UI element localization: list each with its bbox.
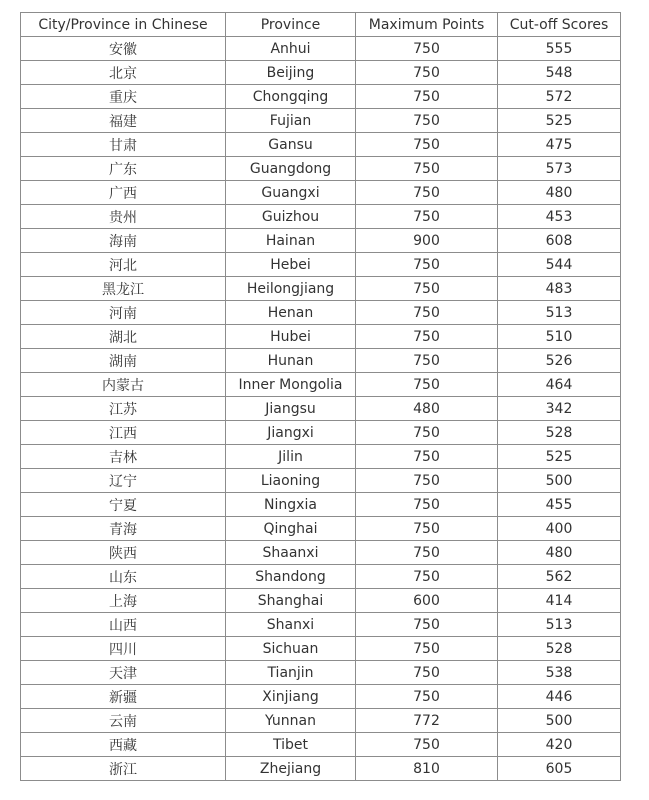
cell-maximum-points: 750	[356, 253, 498, 277]
cell-province: Tibet	[226, 733, 356, 757]
cell-province: Sichuan	[226, 637, 356, 661]
cell-cutoff-score: 446	[498, 685, 621, 709]
cell-chinese-name: 西藏	[21, 733, 226, 757]
cell-cutoff-score: 562	[498, 565, 621, 589]
header-cutoff-scores: Cut-off Scores	[498, 13, 621, 37]
cell-province: Shandong	[226, 565, 356, 589]
cell-chinese-name: 安徽	[21, 37, 226, 61]
table-row	[21, 397, 621, 421]
cell-cutoff-score: 510	[498, 325, 621, 349]
table-row	[21, 709, 621, 733]
cell-cutoff-score: 475	[498, 133, 621, 157]
cell-cutoff-score: 513	[498, 301, 621, 325]
cell-province: Hunan	[226, 349, 356, 373]
header-chinese-name: City/Province in Chinese	[21, 13, 226, 37]
cell-chinese-name: 甘肃	[21, 133, 226, 157]
cell-cutoff-score: 342	[498, 397, 621, 421]
table-row	[21, 613, 621, 637]
table-row	[21, 349, 621, 373]
cell-maximum-points: 750	[356, 133, 498, 157]
table-row	[21, 421, 621, 445]
cell-province: Jiangsu	[226, 397, 356, 421]
cell-province: Xinjiang	[226, 685, 356, 709]
cell-chinese-name: 福建	[21, 109, 226, 133]
table-row	[21, 109, 621, 133]
cell-maximum-points: 750	[356, 493, 498, 517]
cell-province: Shaanxi	[226, 541, 356, 565]
cell-maximum-points: 750	[356, 277, 498, 301]
cell-cutoff-score: 528	[498, 637, 621, 661]
cell-province: Inner Mongolia	[226, 373, 356, 397]
table-row	[21, 181, 621, 205]
table-row	[21, 229, 621, 253]
table-row	[21, 565, 621, 589]
cell-chinese-name: 吉林	[21, 445, 226, 469]
cell-province: Ningxia	[226, 493, 356, 517]
cell-chinese-name: 重庆	[21, 85, 226, 109]
cell-chinese-name: 宁夏	[21, 493, 226, 517]
table-row	[21, 469, 621, 493]
cell-province: Heilongjiang	[226, 277, 356, 301]
cell-cutoff-score: 455	[498, 493, 621, 517]
cell-maximum-points: 750	[356, 85, 498, 109]
cell-chinese-name: 贵州	[21, 205, 226, 229]
cell-chinese-name: 江西	[21, 421, 226, 445]
cell-cutoff-score: 525	[498, 445, 621, 469]
cell-cutoff-score: 548	[498, 61, 621, 85]
cell-province: Chongqing	[226, 85, 356, 109]
cell-cutoff-score: 608	[498, 229, 621, 253]
cell-chinese-name: 陕西	[21, 541, 226, 565]
cell-cutoff-score: 605	[498, 757, 621, 781]
cell-chinese-name: 广西	[21, 181, 226, 205]
table-row	[21, 205, 621, 229]
table-row	[21, 61, 621, 85]
cell-maximum-points: 750	[356, 445, 498, 469]
cell-cutoff-score: 555	[498, 37, 621, 61]
cell-maximum-points: 750	[356, 61, 498, 85]
cell-chinese-name: 山西	[21, 613, 226, 637]
cell-province: Tianjin	[226, 661, 356, 685]
cell-cutoff-score: 572	[498, 85, 621, 109]
cell-maximum-points: 750	[356, 157, 498, 181]
table-row	[21, 445, 621, 469]
cell-maximum-points: 750	[356, 685, 498, 709]
cell-maximum-points: 750	[356, 325, 498, 349]
cell-maximum-points: 750	[356, 565, 498, 589]
cell-maximum-points: 750	[356, 109, 498, 133]
cell-cutoff-score: 528	[498, 421, 621, 445]
cell-province: Guizhou	[226, 205, 356, 229]
table-row	[21, 301, 621, 325]
table-body	[21, 37, 621, 781]
cell-cutoff-score: 500	[498, 469, 621, 493]
cell-maximum-points: 750	[356, 181, 498, 205]
cell-province: Yunnan	[226, 709, 356, 733]
table-row	[21, 373, 621, 397]
cell-maximum-points: 750	[356, 37, 498, 61]
header-row	[21, 13, 621, 37]
cell-chinese-name: 海南	[21, 229, 226, 253]
cell-chinese-name: 湖南	[21, 349, 226, 373]
cell-province: Liaoning	[226, 469, 356, 493]
cell-cutoff-score: 573	[498, 157, 621, 181]
cell-chinese-name: 北京	[21, 61, 226, 85]
cell-chinese-name: 四川	[21, 637, 226, 661]
cell-maximum-points: 750	[356, 469, 498, 493]
cell-chinese-name: 广东	[21, 157, 226, 181]
cell-chinese-name: 河南	[21, 301, 226, 325]
cell-maximum-points: 900	[356, 229, 498, 253]
table-row	[21, 37, 621, 61]
cell-maximum-points: 750	[356, 661, 498, 685]
table-row	[21, 133, 621, 157]
cell-cutoff-score: 483	[498, 277, 621, 301]
cell-chinese-name: 湖北	[21, 325, 226, 349]
cell-maximum-points: 750	[356, 541, 498, 565]
cell-maximum-points: 480	[356, 397, 498, 421]
cell-chinese-name: 云南	[21, 709, 226, 733]
cell-province: Gansu	[226, 133, 356, 157]
cell-maximum-points: 750	[356, 613, 498, 637]
cell-maximum-points: 750	[356, 301, 498, 325]
cell-cutoff-score: 400	[498, 517, 621, 541]
cell-province: Hebei	[226, 253, 356, 277]
cell-province: Jilin	[226, 445, 356, 469]
cell-maximum-points: 750	[356, 205, 498, 229]
cell-chinese-name: 河北	[21, 253, 226, 277]
table-row	[21, 325, 621, 349]
cell-maximum-points: 750	[356, 373, 498, 397]
cell-maximum-points: 750	[356, 517, 498, 541]
cell-province: Hubei	[226, 325, 356, 349]
cell-cutoff-score: 526	[498, 349, 621, 373]
cell-cutoff-score: 544	[498, 253, 621, 277]
cell-cutoff-score: 453	[498, 205, 621, 229]
cell-cutoff-score: 525	[498, 109, 621, 133]
cell-cutoff-score: 464	[498, 373, 621, 397]
cell-province: Qinghai	[226, 517, 356, 541]
cell-cutoff-score: 513	[498, 613, 621, 637]
cell-province: Zhejiang	[226, 757, 356, 781]
cell-cutoff-score: 414	[498, 589, 621, 613]
cell-province: Guangdong	[226, 157, 356, 181]
cell-cutoff-score: 480	[498, 181, 621, 205]
cutoff-scores-table-container	[20, 12, 620, 781]
cell-chinese-name: 内蒙古	[21, 373, 226, 397]
cell-province: Shanxi	[226, 613, 356, 637]
cell-chinese-name: 天津	[21, 661, 226, 685]
cell-maximum-points: 750	[356, 637, 498, 661]
table-row	[21, 661, 621, 685]
cell-maximum-points: 600	[356, 589, 498, 613]
cell-cutoff-score: 420	[498, 733, 621, 757]
table-row	[21, 589, 621, 613]
table-row	[21, 493, 621, 517]
cell-cutoff-score: 538	[498, 661, 621, 685]
cell-province: Henan	[226, 301, 356, 325]
cell-maximum-points: 772	[356, 709, 498, 733]
header-province: Province	[226, 13, 356, 37]
cell-province: Jiangxi	[226, 421, 356, 445]
cell-chinese-name: 江苏	[21, 397, 226, 421]
table-row	[21, 637, 621, 661]
table-row	[21, 541, 621, 565]
cell-chinese-name: 浙江	[21, 757, 226, 781]
cell-chinese-name: 青海	[21, 517, 226, 541]
cell-province: Guangxi	[226, 181, 356, 205]
cutoff-scores-table	[20, 12, 621, 781]
table-row	[21, 253, 621, 277]
table-row	[21, 157, 621, 181]
cell-chinese-name: 黑龙江	[21, 277, 226, 301]
cell-maximum-points: 750	[356, 349, 498, 373]
cell-cutoff-score: 480	[498, 541, 621, 565]
cell-province: Shanghai	[226, 589, 356, 613]
cell-maximum-points: 750	[356, 733, 498, 757]
cell-chinese-name: 辽宁	[21, 469, 226, 493]
cell-chinese-name: 山东	[21, 565, 226, 589]
cell-province: Beijing	[226, 61, 356, 85]
header-maximum-points: Maximum Points	[356, 13, 498, 37]
cell-chinese-name: 新疆	[21, 685, 226, 709]
table-row	[21, 757, 621, 781]
cell-maximum-points: 750	[356, 421, 498, 445]
table-header	[21, 13, 621, 37]
table-row	[21, 277, 621, 301]
cell-maximum-points: 810	[356, 757, 498, 781]
table-row	[21, 685, 621, 709]
cell-chinese-name: 上海	[21, 589, 226, 613]
table-row	[21, 85, 621, 109]
cell-province: Hainan	[226, 229, 356, 253]
cell-cutoff-score: 500	[498, 709, 621, 733]
cell-province: Fujian	[226, 109, 356, 133]
table-row	[21, 517, 621, 541]
cell-province: Anhui	[226, 37, 356, 61]
table-row	[21, 733, 621, 757]
